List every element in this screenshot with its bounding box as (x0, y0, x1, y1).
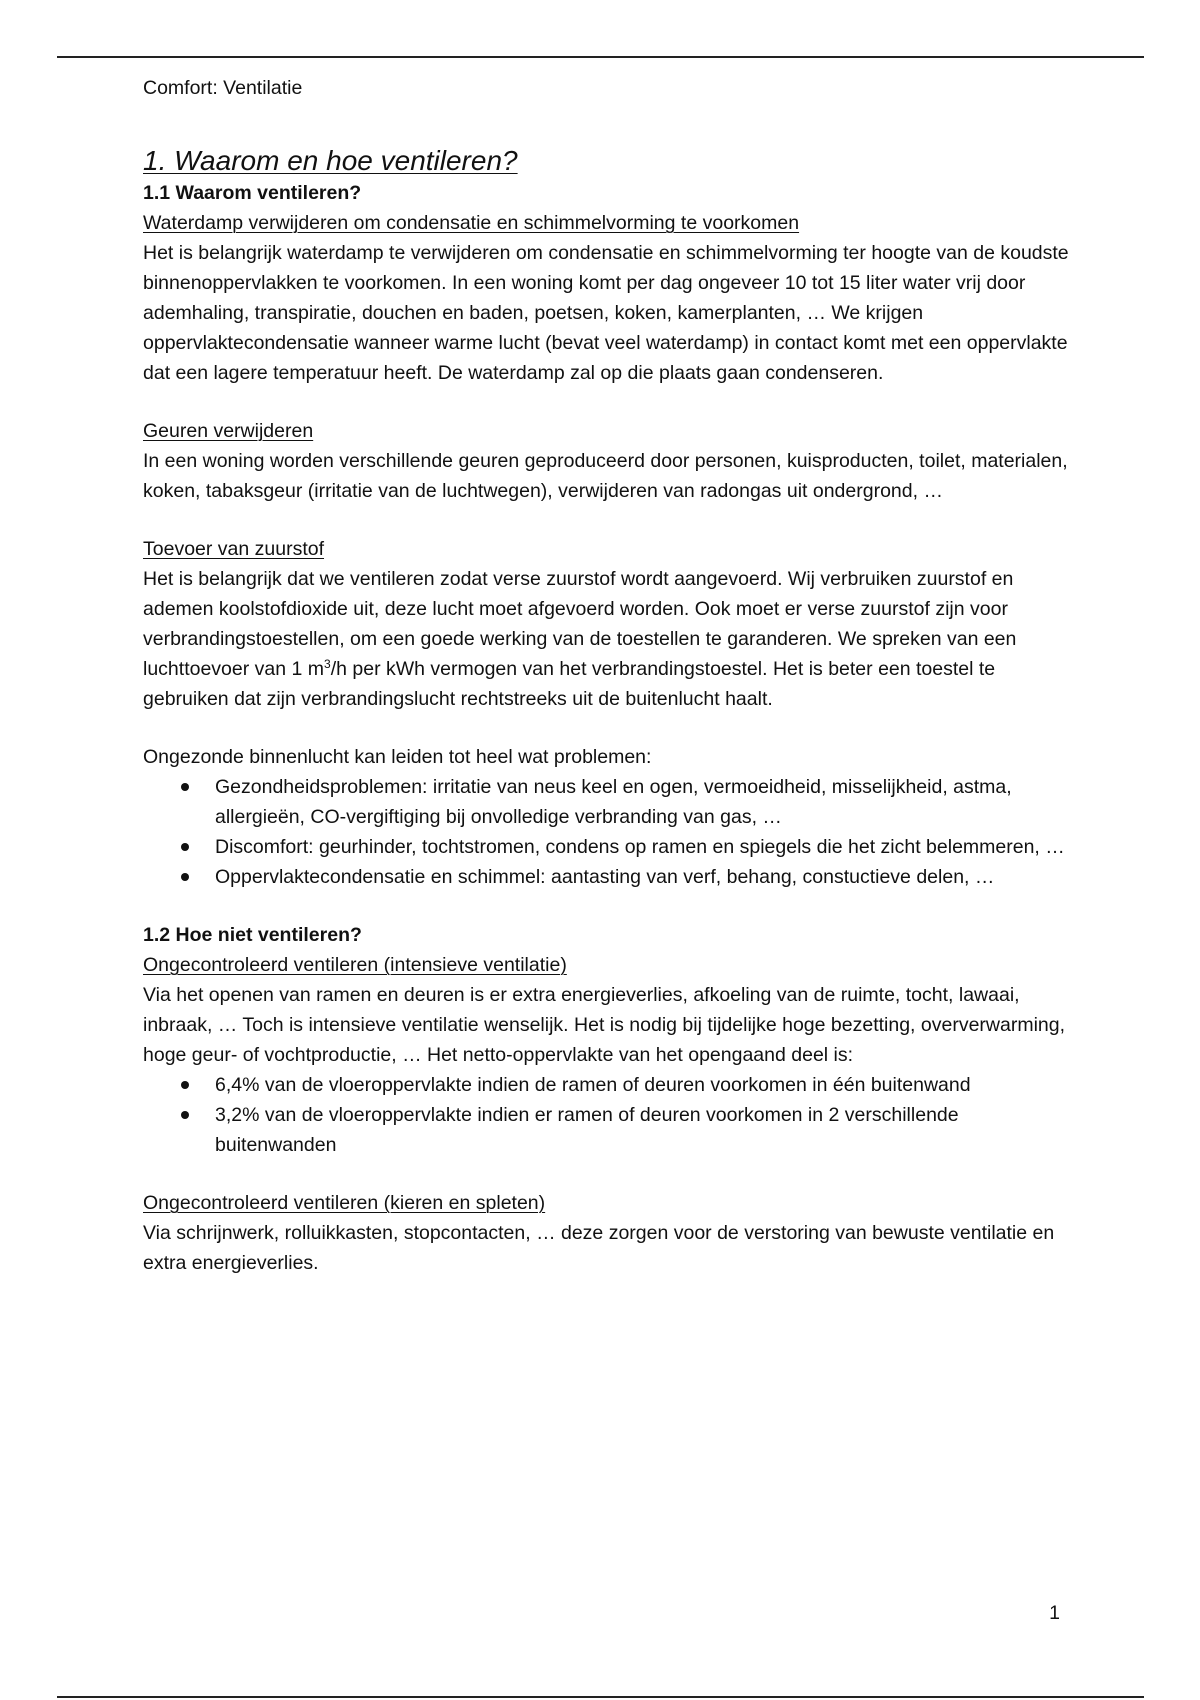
spacer (143, 892, 1083, 920)
footer-rule (57, 1696, 1144, 1698)
subheading-geuren: Geuren verwijderen (143, 420, 314, 442)
subheading-kieren-spleten: Ongecontroleerd ventileren (kieren en spleten) (143, 1192, 546, 1214)
superscript-3: 3 (324, 657, 331, 671)
subheading-waterdamp: Waterdamp verwijderen om condensatie en schimmelvorming te voorkomen (143, 212, 800, 234)
paragraph-waterdamp: Het is belangrijk waterdamp te verwijderen om condensatie en schimmelvorming ter hoogte van de koudste binnenoppervlakken te voorkomen. In een woning komt per dag ongeveer 10 tot 15 liter water vrij door ademhaling, transpiratie, douchen en baden, poetsen, koken, kamerplanten, … We krijgen oppervlaktecondensatie wanneer warme lucht (bevat veel waterdamp) in contact komt met een oppervlakte dat een lagere temperatuur heeft. De waterdamp zal op die plaats gaan condenseren. (143, 242, 1069, 384)
list-item: Discomfort: geurhinder, tochtstromen, condens op ramen en spiegels die het zicht belemmeren, … (215, 832, 1083, 862)
paragraph-geuren: In een woning worden verschillende geuren geproduceerd door personen, kuisproducten, toilet, materialen, koken, tabaksgeur (irritatie van de luchtwegen), verwijderen van radongas uit ondergrond, … (143, 450, 1068, 502)
paragraph-intensieve-ventilatie: Via het openen van ramen en deuren is er extra energieverlies, afkoeling van de ruimte, tocht, lawaai, inbraak, … Toch is intensieve ventilatie wenselijk. Het is nodig bij tijdelijke hoge bezetting, oververwarming, hoge geur- of vochtproductie, … Het netto-oppervlakte van het opengaand deel is: (143, 984, 1066, 1066)
spacer (143, 388, 1083, 416)
paragraph-zuurstof-part1: Het is belangrijk dat we ventileren zodat verse zuurstof wordt aangevoerd. Wij verbruiken zuurstof en ademen koolstofdioxide uit, deze lucht moet afgevoerd worden. Ook moet er verse zuurstof zijn voor verbrandingstoestellen, om een goede werking van de toestellen te garanderen. We spreken van een luchttoevoer van 1 m (143, 568, 1017, 680)
spacer (143, 506, 1083, 534)
list-item: 6,4% van de vloeroppervlakte indien de ramen of deuren voorkomen in één buitenwand (215, 1070, 1083, 1100)
paragraph-zuurstof (143, 564, 1083, 714)
list-item: Gezondheidsproblemen: irritatie van neus keel en ogen, vermoeidheid, misselijkheid, astma, allergieën, CO-vergiftiging bij onvolledige verbranding van gas, … (215, 772, 1083, 832)
opening-area-list (143, 1070, 1083, 1160)
subheading-zuurstof: Toevoer van zuurstof (143, 538, 325, 560)
subheading-intensieve-ventilatie: Ongecontroleerd ventileren (intensieve ventilatie) (143, 954, 567, 976)
subsection-heading-1-1: 1.1 Waarom ventileren? (143, 182, 362, 204)
problems-list (143, 772, 1083, 892)
subsection-heading-1-2: 1.2 Hoe niet ventileren? (143, 924, 362, 946)
running-header: Comfort: Ventilatie (143, 77, 303, 99)
document-page (143, 70, 1083, 1278)
list-item: 3,2% van de vloeroppervlakte indien er ramen of deuren voorkomen in 2 verschillende buitenwanden (215, 1100, 1083, 1160)
list-item: Oppervlaktecondensatie en schimmel: aantasting van verf, behang, constuctieve delen, … (215, 862, 1083, 892)
spacer (143, 714, 1083, 742)
section-title: 1. Waarom en hoe ventileren? (143, 145, 518, 176)
spacer (143, 1160, 1083, 1188)
header-rule (57, 56, 1144, 58)
paragraph-kieren-spleten: Via schrijnwerk, rolluikkasten, stopcontacten, … deze zorgen voor de verstoring van bewuste ventilatie en extra energieverlies. (143, 1222, 1055, 1274)
paragraph-zuurstof-part2: /h per kWh vermogen van het verbrandingstoestel. Het is beter een toestel te gebruiken dat zijn verbrandingslucht rechtstreeks uit de buitenlucht haalt. (143, 658, 996, 710)
problems-intro: Ongezonde binnenlucht kan leiden tot heel wat problemen: (143, 746, 652, 768)
page-number: 1 (1049, 1602, 1060, 1624)
